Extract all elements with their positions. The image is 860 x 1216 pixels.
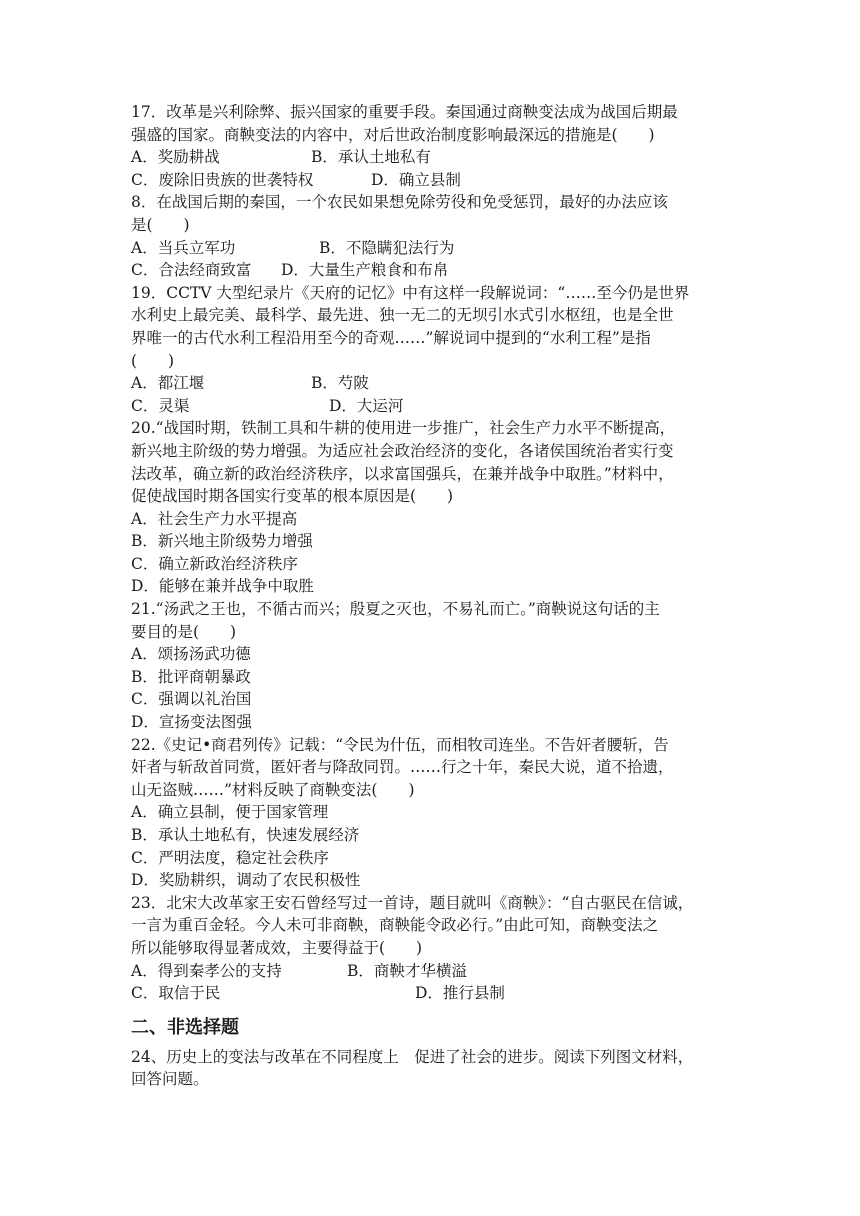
option-row: [131, 372, 731, 395]
question-20: [131, 417, 731, 598]
question-text: 19．CCTV 大型纪录片《天府的记忆》中有这样一段解说词：“……至今仍是世界: [131, 283, 690, 302]
question-19: [131, 282, 731, 418]
option-c: C．废除旧贵族的世袭特权: [131, 170, 314, 189]
question-text: 界唯一的古代水利工程沿用至今的奇观……”解说词中提到的“水利工程”是指: [131, 328, 651, 347]
option-a: A．得到秦孝公的支持: [131, 961, 282, 980]
question-text: 强盛的国家。商鞅变法的内容中，对后世政治制度影响最深远的措施是( ): [131, 125, 655, 144]
question-text: 一言为重百金轻。今人未可非商鞅，商鞅能令政必行。”由此可知，商鞅变法之: [131, 916, 659, 935]
option-row: [131, 169, 731, 192]
option-c: C．强调以礼治国: [131, 690, 252, 709]
option-a: A．颂扬汤武功德: [131, 645, 251, 664]
option-d: D．大量生产粮食和布帛: [281, 261, 449, 280]
question-24: [131, 1046, 731, 1091]
question-text: 所以能够取得显著成效，主要得益于( ): [131, 938, 423, 957]
option-row: [131, 982, 731, 1005]
section-title: 二、非选择题: [131, 1016, 239, 1038]
option-b: B．新兴地主阶级势力增强: [131, 532, 313, 551]
option-row: [131, 960, 731, 983]
question-text: 法改革，确立新的政治经济秩序，以求富国强兵，在兼并战争中取胜。”材料中，: [131, 464, 674, 483]
question-text: 21.“汤武之王也，不循古而兴；殷夏之灭也，不易礼而亡。”商鞅说这句话的主: [131, 600, 660, 619]
option-row: [131, 395, 731, 418]
question-text: 23．北宋大改革家王安石曾经写过一首诗，题目就叫《商鞅》：“自古驱民在信诚，: [131, 893, 694, 912]
question-23: [131, 892, 731, 1005]
option-a: A．奖励耕战: [131, 148, 220, 167]
option-row: [131, 259, 731, 282]
question-text: 是( ): [131, 215, 190, 234]
question-text: 8．在战国后期的秦国，一个农民如果想免除劳役和免受惩罚，最好的办法应该: [131, 193, 668, 212]
option-c: C．取信于民: [131, 984, 221, 1003]
question-text: 17．改革是兴利除弊、振兴国家的重要手段。秦国通过商鞅变法成为战国后期最: [131, 103, 678, 121]
option-b: B．不隐瞒犯法行为: [319, 238, 455, 257]
question-17: [131, 101, 731, 191]
option-b: B．芍陂: [311, 374, 369, 393]
option-a: A．社会生产力水平提高: [131, 509, 298, 528]
question-text: 奸者与斩敌首同赏，匿奸者与降敌同罚。……行之十年，秦民大说，道不拾遗，: [131, 758, 674, 777]
option-d: D．确立县制: [371, 170, 461, 189]
option-b: B．批评商朝暴政: [131, 667, 251, 686]
option-b: B．商鞅才华横溢: [347, 961, 467, 980]
option-d: D．能够在兼并战争中取胜: [131, 577, 314, 596]
question-22: [131, 734, 731, 892]
question-21: [131, 598, 731, 734]
question-text: 20.“战国时期，铁制工具和牛耕的使用进一步推广，社会生产力水平不断提高，: [131, 419, 676, 438]
question-text: 回答问题。: [131, 1070, 209, 1089]
option-d: D．推行县制: [415, 984, 505, 1003]
option-d: D．大运河: [329, 396, 404, 415]
option-c: C．灵渠: [131, 396, 190, 415]
question-text: 22.《史记•商君列传》记载：“令民为什伍，而相牧司连坐。不告奸者腰斩，告: [131, 735, 669, 754]
option-b: B．承认土地私有，快速发展经济: [131, 826, 360, 844]
option-d: D．宣扬变法图强: [131, 713, 252, 732]
question-text: 要目的是( ): [131, 622, 237, 641]
question-text: 24、历史上的变法与改革在不同程度上 促进了社会的进步。阅读下列图文材料，: [131, 1047, 694, 1066]
option-a: A．都江堰: [131, 374, 205, 393]
question-text: 山无盗贼……”材料反映了商鞅变法( ): [131, 780, 415, 799]
option-c: C．合法经商致富: [131, 261, 252, 280]
option-row: [131, 237, 731, 260]
option-a: A．当兵立军功: [131, 238, 236, 257]
option-b: B．承认土地私有: [311, 148, 431, 167]
question-text: 水利史上最完美、最科学、最先进、独一无二的无坝引水式引水枢纽，也是全世: [131, 306, 674, 325]
question-text: 新兴地主阶级的势力增强。为适应社会政治经济的变化，各诸侯国统治者实行变: [131, 441, 674, 460]
option-c: C．确立新政治经济秩序: [131, 554, 298, 573]
option-d: D．奖励耕织，调动了农民积极性: [131, 871, 361, 890]
question-18: [131, 191, 731, 281]
option-c: C．严明法度，稳定社会秩序: [131, 848, 329, 867]
document-content: [131, 101, 731, 1091]
question-text: 促使战国时期各国实行变革的根本原因是( ): [131, 487, 454, 506]
option-row: [131, 146, 731, 169]
option-a: A．确立县制，便于国家管理: [131, 803, 329, 822]
question-text: ( ): [131, 351, 175, 370]
